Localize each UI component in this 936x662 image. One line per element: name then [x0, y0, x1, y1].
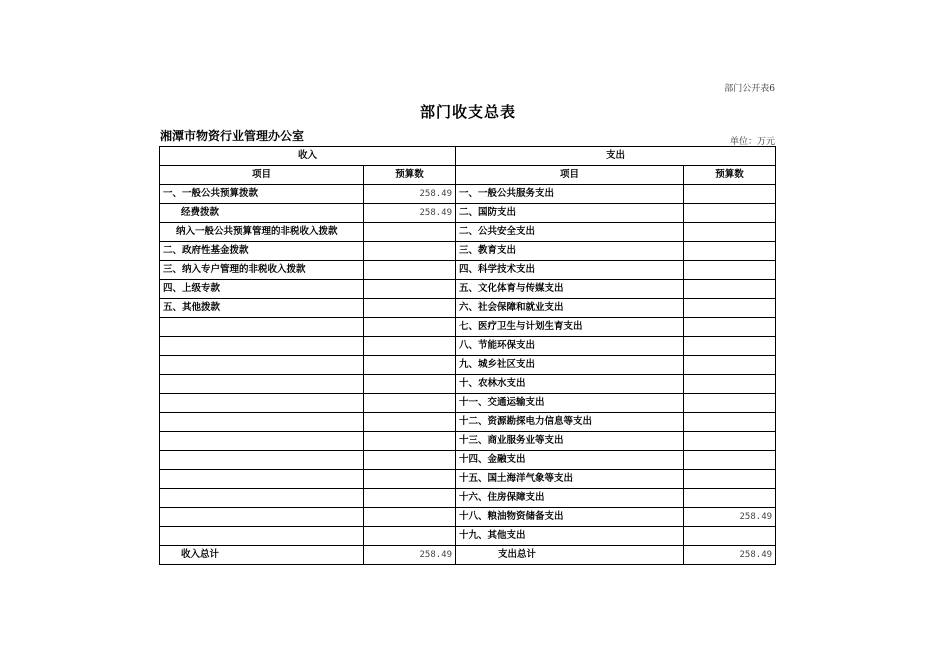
expense-value-cell	[684, 489, 776, 508]
table-row	[160, 527, 776, 546]
expense-budget-header: 预算数	[684, 166, 776, 185]
expense-item-cell: 九、城乡社区支出	[456, 356, 684, 375]
expense-value-cell	[684, 204, 776, 223]
total-row	[160, 546, 776, 565]
expense-item-cell: 十八、粮油物资储备支出	[456, 508, 684, 527]
income-value-cell	[364, 527, 456, 546]
form-number: 部门公开表6	[724, 84, 775, 94]
expense-value-cell	[684, 280, 776, 299]
income-value-cell: 258.49	[364, 185, 456, 204]
income-value-cell	[364, 280, 456, 299]
expense-item-cell: 十二、资源勘探电力信息等支出	[456, 413, 684, 432]
expense-item-cell: 八、节能环保支出	[456, 337, 684, 356]
expense-item-cell: 二、公共安全支出	[456, 223, 684, 242]
expense-total-label: 支出总计	[456, 546, 684, 565]
expense-item-header: 项目	[456, 166, 684, 185]
expense-value-cell	[684, 527, 776, 546]
income-item-cell: 二、政府性基金拨款	[160, 242, 364, 261]
income-item-cell: 纳入一般公共预算管理的非税收入拨款	[160, 223, 364, 242]
income-value-cell	[364, 432, 456, 451]
income-budget-header: 预算数	[364, 166, 456, 185]
income-value-cell	[364, 489, 456, 508]
income-item-cell	[160, 375, 364, 394]
income-value-cell	[364, 470, 456, 489]
expense-value-cell	[684, 337, 776, 356]
income-value-cell	[364, 375, 456, 394]
expense-item-cell: 十、农林水支出	[456, 375, 684, 394]
expense-value-cell	[684, 470, 776, 489]
table-row	[160, 375, 776, 394]
table-row	[160, 470, 776, 489]
income-value-cell	[364, 299, 456, 318]
expense-value-cell	[684, 261, 776, 280]
table-row	[160, 413, 776, 432]
column-header-row	[160, 166, 776, 185]
table-row	[160, 451, 776, 470]
expense-item-cell: 一、一般公共服务支出	[456, 185, 684, 204]
expense-value-cell	[684, 413, 776, 432]
expense-value-cell	[684, 242, 776, 261]
table-row	[160, 318, 776, 337]
page-title: 部门收支总表	[419, 103, 516, 121]
income-item-cell	[160, 508, 364, 527]
table-row	[160, 185, 776, 204]
income-item-cell: 一、一般公共预算拨款	[160, 185, 364, 204]
income-item-cell: 三、纳入专户管理的非税收入拨款	[160, 261, 364, 280]
table-row	[160, 432, 776, 451]
expense-value-cell	[684, 185, 776, 204]
expense-item-cell: 五、文化体育与传媒支出	[456, 280, 684, 299]
income-value-cell: 258.49	[364, 204, 456, 223]
expense-header: 支出	[456, 147, 776, 166]
table-row	[160, 356, 776, 375]
expense-value-cell	[684, 394, 776, 413]
income-total-label: 收入总计	[160, 546, 364, 565]
expense-item-cell: 六、社会保障和就业支出	[456, 299, 684, 318]
expense-value-cell	[684, 432, 776, 451]
income-item-cell	[160, 413, 364, 432]
expense-value-cell	[684, 299, 776, 318]
income-item-cell	[160, 451, 364, 470]
expense-item-cell: 十五、国土海洋气象等支出	[456, 470, 684, 489]
expense-item-cell: 七、医疗卫生与计划生育支出	[456, 318, 684, 337]
expense-item-cell: 十九、其他支出	[456, 527, 684, 546]
income-value-cell	[364, 242, 456, 261]
table-row	[160, 299, 776, 318]
organization-name: 湘潭市物资行业管理办公室	[160, 129, 305, 143]
table-row	[160, 337, 776, 356]
income-value-cell	[364, 318, 456, 337]
expense-item-cell: 十一、交通运输支出	[456, 394, 684, 413]
table-row	[160, 489, 776, 508]
table-row	[160, 223, 776, 242]
expense-value-cell	[684, 223, 776, 242]
income-total-value: 258.49	[364, 546, 456, 565]
unit-label: 单位：万元	[729, 137, 775, 147]
expense-value-cell: 258.49	[684, 508, 776, 527]
income-value-cell	[364, 451, 456, 470]
income-item-cell	[160, 356, 364, 375]
income-item-cell: 经费拨款	[160, 204, 364, 223]
income-value-cell	[364, 413, 456, 432]
income-item-cell	[160, 318, 364, 337]
income-value-cell	[364, 356, 456, 375]
expense-value-cell	[684, 375, 776, 394]
income-header: 收入	[160, 147, 456, 166]
expense-item-cell: 二、国防支出	[456, 204, 684, 223]
table-row	[160, 394, 776, 413]
section-header-row	[160, 147, 776, 166]
table-row	[160, 204, 776, 223]
expense-total-value: 258.49	[684, 546, 776, 565]
table-row	[160, 261, 776, 280]
expense-item-cell: 十三、商业服务业等支出	[456, 432, 684, 451]
budget-summary-table	[159, 146, 776, 565]
expense-value-cell	[684, 451, 776, 470]
expense-item-cell: 四、科学技术支出	[456, 261, 684, 280]
expense-value-cell	[684, 356, 776, 375]
income-value-cell	[364, 261, 456, 280]
expense-item-cell: 十四、金融支出	[456, 451, 684, 470]
income-item-cell	[160, 470, 364, 489]
income-item-header: 项目	[160, 166, 364, 185]
income-value-cell	[364, 508, 456, 527]
expense-item-cell: 十六、住房保障支出	[456, 489, 684, 508]
table-row	[160, 242, 776, 261]
income-item-cell	[160, 394, 364, 413]
expense-value-cell	[684, 318, 776, 337]
income-value-cell	[364, 223, 456, 242]
income-item-cell	[160, 527, 364, 546]
income-item-cell	[160, 489, 364, 508]
income-item-cell	[160, 432, 364, 451]
table-row	[160, 280, 776, 299]
income-item-cell	[160, 337, 364, 356]
expense-item-cell: 三、教育支出	[456, 242, 684, 261]
income-value-cell	[364, 394, 456, 413]
table-row	[160, 508, 776, 527]
income-item-cell: 四、上级专款	[160, 280, 364, 299]
income-item-cell: 五、其他拨款	[160, 299, 364, 318]
income-value-cell	[364, 337, 456, 356]
